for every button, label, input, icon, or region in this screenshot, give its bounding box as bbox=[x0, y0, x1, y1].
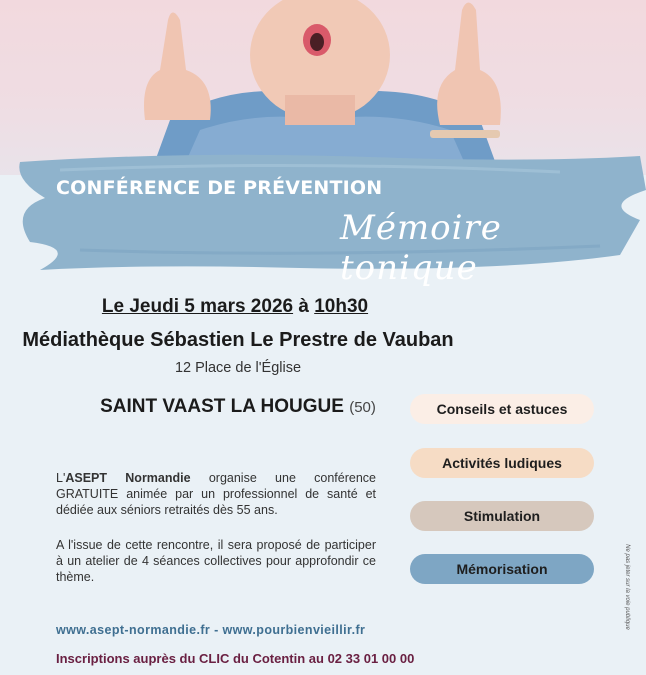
vertical-note-text: Ne pas jeter sur la voie publique bbox=[623, 544, 630, 630]
website-links[interactable]: www.asept-normandie.fr - www.pourbienvieillir.fr bbox=[56, 623, 366, 637]
desc-prefix: L' bbox=[56, 471, 66, 485]
desc-rest: organise une conférence GRATUITE animée par un professionnel de santé et dédiée aux séniors retraités dès 55 ans. bbox=[56, 471, 377, 517]
conference-title: CONFÉRENCE DE PRÉVENTION bbox=[56, 177, 383, 199]
senior-woman-illustration bbox=[0, 0, 646, 175]
event-department: (50) bbox=[349, 399, 376, 416]
description-paragraph-2: A l'issue de cette rencontre, il sera proposé de participer à un atelier de 4 séances collectives pour approfondir ce thème. bbox=[56, 538, 376, 584]
pill-memorisation: Mémorisation bbox=[410, 554, 594, 584]
desc-org: ASEPT Normandie bbox=[65, 471, 191, 485]
event-address: 12 Place de l'Église bbox=[174, 360, 302, 376]
event-venue: Médiathèque Sébastien Le Prestre de Vauban bbox=[22, 329, 454, 351]
event-date-connector: à bbox=[293, 296, 315, 317]
hero-photo bbox=[0, 0, 646, 175]
inscriptions-text: Inscriptions auprès du CLIC du Cotentin au 02 33 01 00 00 bbox=[56, 651, 415, 666]
event-date-text: Le Jeudi 5 mars 2026 bbox=[101, 296, 294, 317]
description-paragraph-1 bbox=[56, 470, 376, 518]
conference-subtitle: Mémoire tonique bbox=[340, 208, 502, 288]
pill-conseils: Conseils et astuces bbox=[410, 394, 594, 424]
event-time: 10h30 bbox=[314, 296, 369, 317]
vertical-note bbox=[623, 540, 638, 640]
event-city: SAINT VAAST LA HOUGUE bbox=[100, 396, 344, 417]
event-city-line bbox=[0, 396, 476, 418]
event-date bbox=[0, 296, 470, 318]
pill-stimulation: Stimulation bbox=[410, 501, 594, 531]
pill-activites: Activités ludiques bbox=[410, 448, 594, 478]
